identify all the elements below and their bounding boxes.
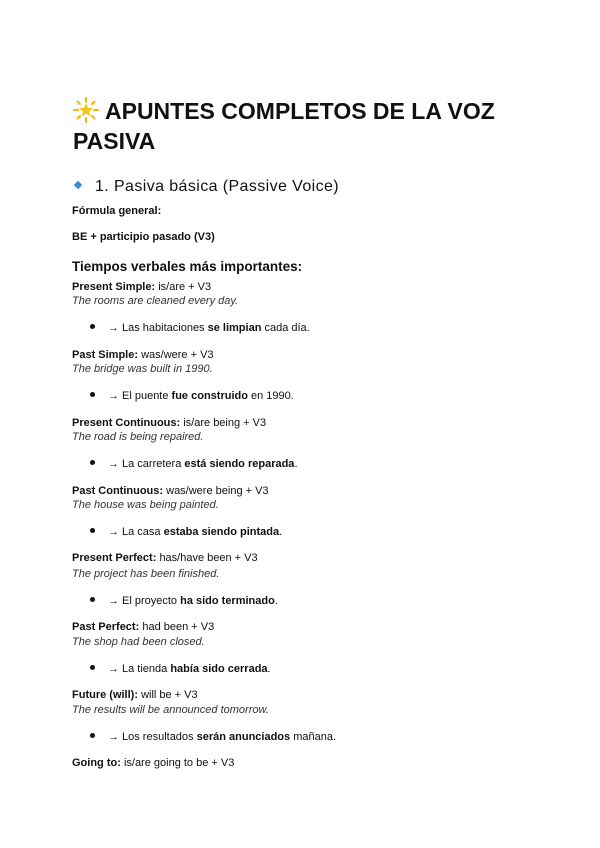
translation-pre: El puente <box>122 390 172 402</box>
translation-bullet <box>90 457 298 471</box>
tense-form: was/were being + V3 <box>166 485 269 497</box>
translation-bold: se limpian <box>207 322 262 334</box>
tense-line <box>72 484 269 498</box>
glowing-star-icon <box>73 97 99 123</box>
translation-bold: estaba siendo pintada <box>163 526 280 538</box>
tense-name: Present Simple: <box>72 281 156 293</box>
tense-example: The rooms are cleaned every day. <box>72 295 239 307</box>
tense-example: The bridge was built in 1990. <box>72 363 213 375</box>
tense-line <box>72 688 198 702</box>
translation-pre: La carretera <box>122 458 185 470</box>
translation-bullet <box>90 525 282 539</box>
bullet-dot <box>90 597 95 602</box>
translation-bullet <box>90 730 336 744</box>
tense-form: has/have been + V3 <box>159 552 258 564</box>
tense-form: is/are + V3 <box>158 281 212 293</box>
bullet-dot <box>90 324 95 329</box>
title-text: APUNTES COMPLETOS DE LA VOZ PASIVA <box>73 98 495 154</box>
translation-bullet <box>90 662 271 676</box>
tense-name: Future (will): <box>72 689 138 701</box>
tense-form: is/are being + V3 <box>183 417 267 429</box>
translation-pre: La tienda <box>122 663 171 675</box>
tense-form: will be + V3 <box>141 689 198 701</box>
translation-bold: está siendo reparada <box>184 458 295 470</box>
tense-line <box>72 620 214 634</box>
translation-post: . <box>294 458 298 470</box>
translation-bullet <box>90 321 310 335</box>
translation-post: . <box>274 595 278 607</box>
translation-post: en 1990. <box>247 390 294 402</box>
translation-bold: ha sido terminado <box>180 595 275 607</box>
tense-example: The house was being painted. <box>72 499 219 511</box>
arrow-glyph: → <box>108 458 119 470</box>
tense-line <box>72 280 211 294</box>
translation-bold: había sido cerrada <box>170 663 268 675</box>
tense-form: is/are going to be + V3 <box>123 757 235 769</box>
translation-pre: Los resultados <box>122 731 197 743</box>
translation-bullet <box>90 594 278 608</box>
tense-name: Present Continuous: <box>72 417 181 429</box>
translation-post: mañana. <box>290 731 337 743</box>
tenses-heading: Tiempos verbales más importantes: <box>72 259 303 274</box>
translation-post: . <box>279 526 283 538</box>
translation-pre: El proyecto <box>122 595 181 607</box>
bullet-dot <box>90 460 95 465</box>
tense-name: Past Perfect: <box>72 621 140 633</box>
tense-line <box>72 551 258 565</box>
bullet-dot <box>90 392 95 397</box>
arrow-glyph: → <box>108 390 119 402</box>
translation-post: . <box>267 663 271 675</box>
translation-bold: fue construido <box>171 390 248 402</box>
arrow-glyph: → <box>108 663 119 675</box>
tense-name: Present Perfect: <box>72 552 157 564</box>
tense-name: Going to: <box>72 757 121 769</box>
translation-bullet <box>90 389 294 403</box>
translation-bold: serán anunciados <box>196 731 291 743</box>
tense-line <box>72 348 214 362</box>
section-heading-text: 1. Pasiva básica (Passive Voice) <box>95 178 340 195</box>
section-heading <box>75 177 339 197</box>
formula-text: BE + participio pasado (V3) <box>72 231 215 243</box>
tense-form: was/were + V3 <box>141 349 214 361</box>
tense-example: The project has been finished. <box>72 568 220 580</box>
tense-example: The road is being repaired. <box>72 431 204 443</box>
tense-line <box>72 416 266 430</box>
tense-name: Past Continuous: <box>72 485 164 497</box>
arrow-glyph: → <box>108 322 119 334</box>
bullet-dot <box>90 733 95 738</box>
tense-name: Past Simple: <box>72 349 139 361</box>
translation-post: cada día. <box>261 322 310 334</box>
bullet-dot <box>90 528 95 533</box>
tense-line <box>72 756 234 770</box>
document-title <box>73 96 543 156</box>
arrow-glyph: → <box>108 731 119 743</box>
translation-pre: Las habitaciones <box>122 322 208 334</box>
small-blue-diamond-icon <box>74 181 82 189</box>
arrow-glyph: → <box>108 526 119 538</box>
translation-pre: La casa <box>122 526 164 538</box>
tense-example: The shop had been closed. <box>72 636 205 648</box>
tense-example: The results will be announced tomorrow. <box>72 704 269 716</box>
bullet-dot <box>90 665 95 670</box>
arrow-glyph: → <box>108 595 119 607</box>
formula-label: Fórmula general: <box>72 205 162 217</box>
tense-form: had been + V3 <box>142 621 215 633</box>
